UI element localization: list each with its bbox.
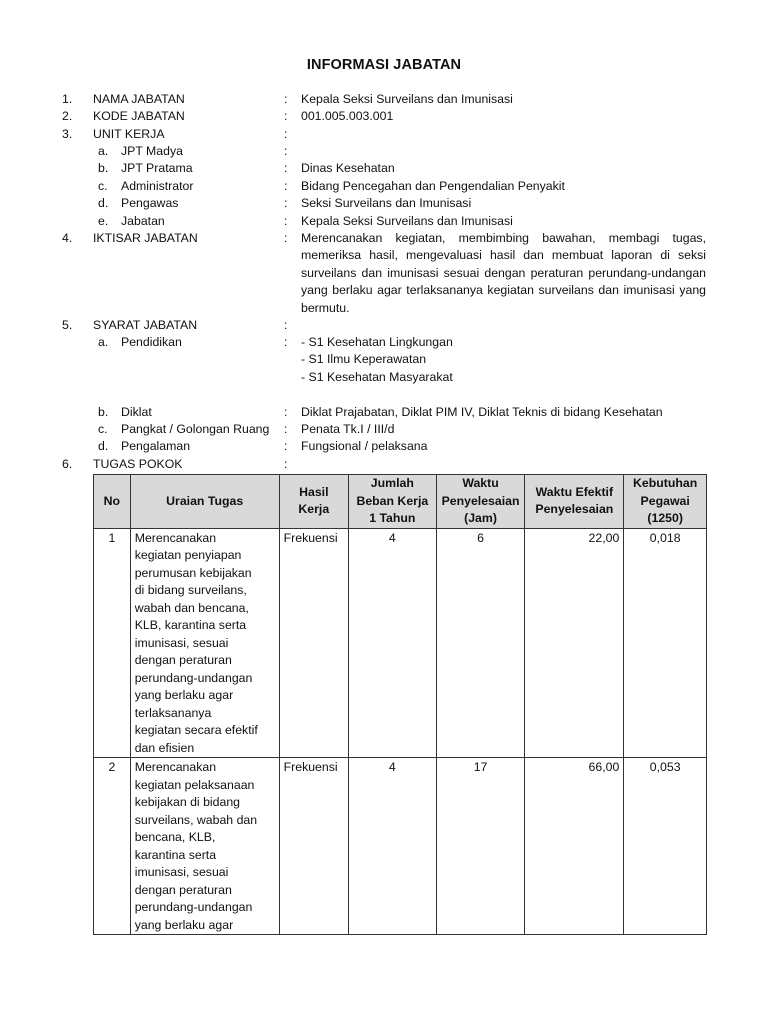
field-colon: : — [284, 92, 288, 106]
cell-hasil: Frekuensi — [279, 528, 348, 758]
cell-efektif: 22,00 — [525, 528, 624, 758]
item-letter: d. — [98, 439, 109, 453]
field-colon: : — [284, 109, 288, 123]
pendidikan-line — [0, 369, 768, 386]
field-number: 6. — [62, 457, 73, 471]
item-label: Pangkat / Golongan Ruang — [121, 422, 270, 436]
paragraph-line: surveilans dan imunisasi sesuai dengan peraturan perundang-undangan — [301, 265, 706, 280]
field-colon: : — [284, 422, 288, 436]
field-number: 5. — [62, 318, 73, 332]
item-letter: a. — [98, 335, 109, 349]
paragraph-line: memeriksa hasil, mengevaluasi hasil dan membuat laporan di seksi — [301, 248, 706, 263]
field-label: KODE JABATAN — [93, 109, 185, 123]
cell-jumlah: 4 — [348, 758, 436, 935]
item-value: - S1 Kesehatan Masyarakat — [301, 370, 453, 384]
item-label: Pengawas — [121, 196, 179, 210]
field-syarat-jabatan — [0, 317, 768, 334]
paragraph-line: Merencanakan kegiatan, membimbing bawahan, membagi tugas, — [301, 231, 706, 245]
cell-uraian: Merencanakan kegiatan penyiapan perumusan kebijakan di bidang surveilans, wabah dan bencana, KLB, karantina serta imunisasi, sesuai dengan peraturan perundang-undangan yang berlaku agar terlaksananya kegiatan secara efektif dan efisien — [130, 528, 279, 758]
cell-waktu: 17 — [436, 758, 525, 935]
item-letter: d. — [98, 196, 109, 210]
item-label: Pengalaman — [121, 439, 191, 453]
field-colon: : — [284, 405, 288, 419]
pendidikan-line — [0, 351, 768, 368]
syarat-item-pengalaman — [0, 438, 768, 455]
field-value: 001.005.003.001 — [301, 109, 394, 123]
field-colon: : — [284, 231, 288, 245]
item-value: - S1 Ilmu Keperawatan — [301, 352, 427, 366]
item-letter: c. — [98, 422, 108, 436]
item-value: Bidang Pencegahan dan Pengendalian Penyakit — [301, 179, 565, 193]
paragraph-line: yang berlaku agar terlaksananya kegiatan surveilans dan imunisasi yang — [301, 283, 706, 298]
item-label: Diklat — [121, 405, 152, 419]
unit-item-jpt-madya — [0, 143, 768, 160]
field-colon: : — [284, 439, 288, 453]
table-row — [94, 758, 707, 935]
header-no: No — [94, 475, 131, 529]
item-label: JPT Madya — [121, 144, 183, 158]
field-colon: : — [284, 161, 288, 175]
header-jumlah-beban-kerja: Jumlah Beban Kerja 1 Tahun — [348, 475, 436, 529]
unit-item-jpt-pratama — [0, 160, 768, 177]
cell-efektif: 66,00 — [525, 758, 624, 935]
field-number: 3. — [62, 127, 73, 141]
header-hasil-kerja: Hasil Kerja — [279, 475, 348, 529]
syarat-item-pendidikan — [0, 334, 768, 351]
header-waktu-penyelesaian: Waktu Penyelesaian (Jam) — [436, 475, 525, 529]
header-kebutuhan-pegawai: Kebutuhan Pegawai (1250) — [624, 475, 707, 529]
syarat-item-diklat — [0, 404, 768, 421]
field-number: 1. — [62, 92, 73, 106]
iktisar-paragraph — [301, 230, 706, 317]
field-number: 2. — [62, 109, 73, 123]
cell-kebutuhan: 0,053 — [624, 758, 707, 935]
field-tugas-pokok — [0, 456, 768, 473]
field-colon: : — [284, 196, 288, 210]
table-header-row — [94, 475, 707, 529]
cell-kebutuhan: 0,018 — [624, 528, 707, 758]
field-colon: : — [284, 457, 288, 471]
field-label: UNIT KERJA — [93, 127, 165, 141]
item-letter: b. — [98, 161, 109, 175]
item-value: Diklat Prajabatan, Diklat PIM IV, Diklat Teknis di bidang Kesehatan — [301, 405, 663, 419]
field-colon: : — [284, 214, 288, 228]
item-letter: c. — [98, 179, 108, 193]
cell-hasil: Frekuensi — [279, 758, 348, 935]
cell-no: 2 — [94, 758, 131, 935]
item-value: Seksi Surveilans dan Imunisasi — [301, 196, 472, 210]
field-unit-kerja — [0, 126, 768, 143]
paragraph-line: bermutu. — [301, 300, 350, 315]
header-uraian-tugas: Uraian Tugas — [130, 475, 279, 529]
field-label: NAMA JABATAN — [93, 92, 185, 106]
table-row — [94, 528, 707, 758]
item-label: JPT Pratama — [121, 161, 193, 175]
field-colon: : — [284, 179, 288, 193]
field-value: Kepala Seksi Surveilans dan Imunisasi — [301, 92, 513, 106]
cell-uraian: Merencanakan kegiatan pelaksanaan kebijakan di bidang surveilans, wabah dan bencana, KLB, karantina serta imunisasi, sesuai dengan peraturan perundang-undangan yang berlaku agar — [130, 758, 279, 935]
unit-item-pengawas — [0, 195, 768, 212]
field-kode-jabatan — [0, 108, 768, 125]
item-value: Dinas Kesehatan — [301, 161, 395, 175]
unit-item-jabatan — [0, 213, 768, 230]
field-number: 4. — [62, 231, 73, 245]
field-nama-jabatan — [0, 91, 768, 108]
cell-waktu: 6 — [436, 528, 525, 758]
unit-item-administrator — [0, 178, 768, 195]
item-label: Pendidikan — [121, 335, 182, 349]
item-letter: b. — [98, 405, 109, 419]
item-value: Fungsional / pelaksana — [301, 439, 428, 453]
field-colon: : — [284, 335, 288, 349]
item-letter: e. — [98, 214, 109, 228]
tugas-pokok-table — [93, 474, 707, 935]
field-colon: : — [284, 318, 288, 332]
syarat-item-pangkat — [0, 421, 768, 438]
item-label: Administrator — [121, 179, 194, 193]
field-colon: : — [284, 144, 288, 158]
item-value: Kepala Seksi Surveilans dan Imunisasi — [301, 214, 513, 228]
item-letter: a. — [98, 144, 109, 158]
item-value: - S1 Kesehatan Lingkungan — [301, 335, 453, 349]
header-waktu-efektif: Waktu Efektif Penyelesaian — [525, 475, 624, 529]
item-value: Penata Tk.I / III/d — [301, 422, 395, 436]
field-label: TUGAS POKOK — [93, 457, 183, 471]
cell-jumlah: 4 — [348, 528, 436, 758]
document-title: INFORMASI JABATAN — [306, 57, 462, 73]
field-colon: : — [284, 127, 288, 141]
cell-no: 1 — [94, 528, 131, 758]
field-label: SYARAT JABATAN — [93, 318, 198, 332]
field-label: IKTISAR JABATAN — [93, 231, 198, 245]
item-label: Jabatan — [121, 214, 165, 228]
